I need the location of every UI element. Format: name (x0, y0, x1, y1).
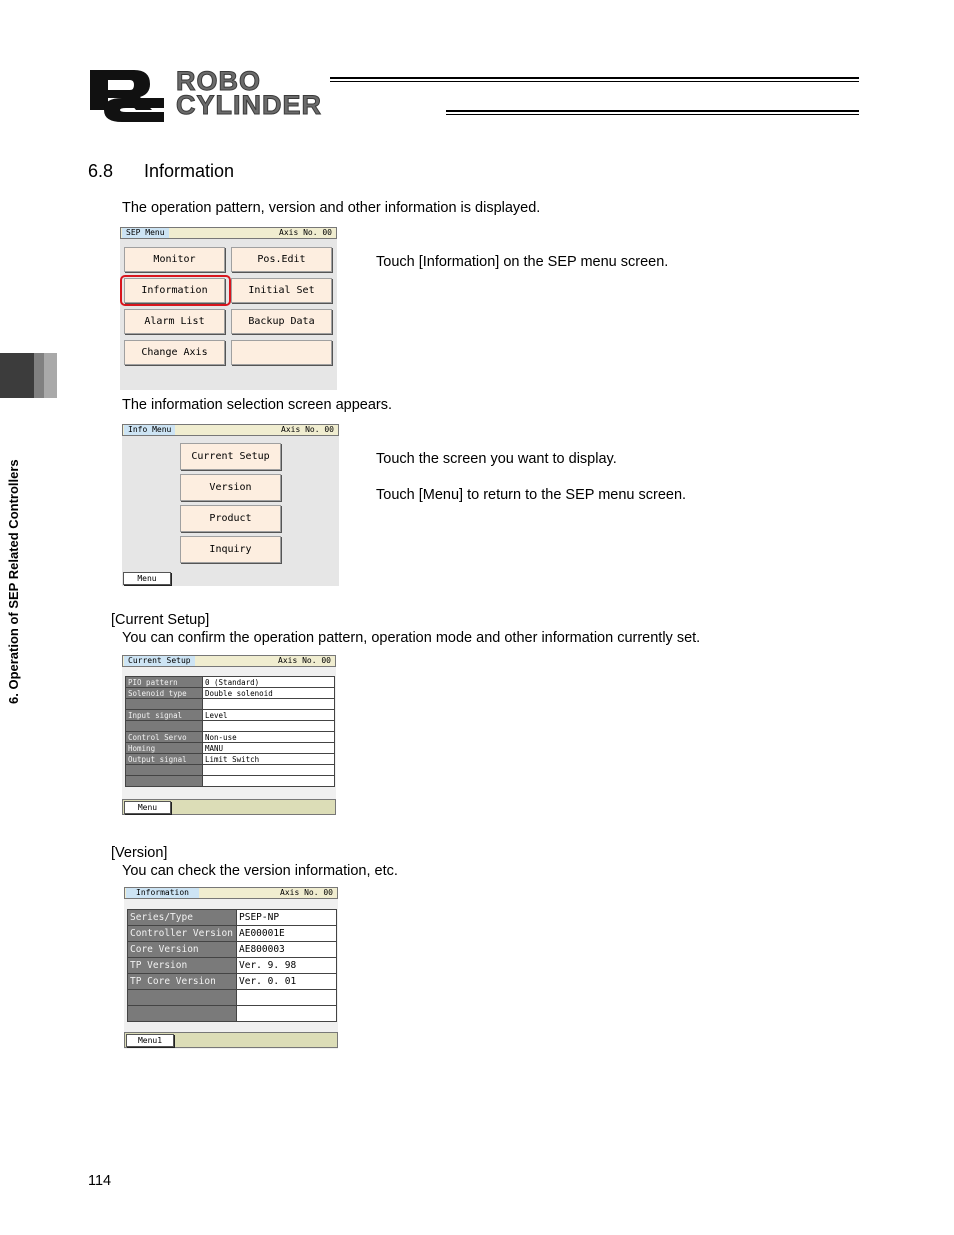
row-value: Level (203, 710, 335, 721)
row-label (128, 1006, 237, 1022)
row-label: TP Version (128, 958, 237, 974)
header-rule (330, 77, 859, 79)
menu-button[interactable]: Menu (123, 572, 171, 585)
inquiry-button[interactable]: Inquiry (180, 536, 281, 563)
row-value (237, 1006, 337, 1022)
table-row (126, 765, 335, 776)
table-row (128, 974, 337, 990)
screen-title: Info Menu (124, 425, 175, 435)
logo-robo: ROBO (176, 66, 261, 96)
row-value (203, 765, 335, 776)
row-label: Series/Type (128, 910, 237, 926)
current-setup-description: You can confirm the operation pattern, operation mode and other information currently set. (122, 630, 701, 646)
change-axis-button[interactable]: Change Axis (124, 340, 225, 365)
chapter-label: 6. Operation of SEP Related Controllers (6, 459, 21, 704)
row-value: AE00001E (237, 926, 337, 942)
table-row (126, 754, 335, 765)
row-label: PIO pattern (126, 677, 203, 688)
version-description: You can check the version information, etc. (122, 863, 398, 879)
blank-button[interactable] (231, 340, 332, 365)
row-label (128, 990, 237, 1006)
info-appears-text: The information selection screen appears. (122, 397, 393, 413)
initial-set-button[interactable]: Initial Set (231, 278, 332, 303)
table-row (128, 942, 337, 958)
row-label: Input signal (126, 710, 203, 721)
row-label (126, 765, 203, 776)
screen-title: SEP Menu (122, 228, 169, 238)
row-value (203, 776, 335, 787)
axis-number: Axis No. 00 (280, 888, 333, 897)
screen-titlebar (122, 424, 339, 436)
row-label: Controller Version (128, 926, 237, 942)
backup-data-button[interactable]: Backup Data (231, 309, 332, 334)
row-label: Solenoid type (126, 688, 203, 699)
row-label: Core Version (128, 942, 237, 958)
current-setup-button[interactable]: Current Setup (180, 443, 281, 470)
row-label: Homing (126, 743, 203, 754)
information-button[interactable]: Information (124, 278, 225, 303)
table-row (126, 688, 335, 699)
version-button[interactable]: Version (180, 474, 281, 501)
screen-footer (122, 799, 336, 815)
header-rule (446, 110, 859, 112)
row-value: Ver. 9. 98 (237, 958, 337, 974)
table-row (126, 710, 335, 721)
table-row (126, 743, 335, 754)
row-value: Limit Switch (203, 754, 335, 765)
sep-menu-screen (120, 227, 337, 390)
side-tab-marker (0, 353, 34, 398)
row-label (126, 699, 203, 710)
table-row (126, 776, 335, 787)
side-tab-marker (44, 353, 57, 398)
section-number: 6.8 (88, 161, 114, 181)
table-row (128, 926, 337, 942)
row-value: AE800003 (237, 942, 337, 958)
table-row (128, 990, 337, 1006)
row-value: Double solenoid (203, 688, 335, 699)
monitor-button[interactable]: Monitor (124, 247, 225, 272)
current-setup-table (125, 676, 335, 787)
logo-cylinder: CYLINDER (176, 90, 323, 120)
table-row (126, 677, 335, 688)
row-value: PSEP-NP (237, 910, 337, 926)
product-button[interactable]: Product (180, 505, 281, 532)
menu-button[interactable]: Menu1 (126, 1034, 174, 1047)
screen-titlebar (120, 227, 337, 239)
row-label (126, 776, 203, 787)
axis-number: Axis No. 00 (281, 425, 334, 434)
version-table (127, 909, 337, 1022)
row-label: Control Servo (126, 732, 203, 743)
row-label: TP Core Version (128, 974, 237, 990)
row-value: 0 (Standard) (203, 677, 335, 688)
table-row (128, 910, 337, 926)
axis-number: Axis No. 00 (278, 656, 331, 665)
pos-edit-button[interactable]: Pos.Edit (231, 247, 332, 272)
section-title: Information (144, 161, 235, 181)
screen-titlebar (122, 655, 336, 667)
screen-title: Current Setup (124, 656, 195, 666)
header-rule (330, 81, 859, 82)
table-row (126, 732, 335, 743)
menu-button[interactable]: Menu (124, 801, 171, 814)
current-setup-screen (122, 655, 336, 815)
row-value (203, 699, 335, 710)
rc-logo-icon (88, 68, 168, 124)
side-tab-marker (34, 353, 44, 398)
version-heading: [Version] (111, 845, 168, 861)
row-value (203, 721, 335, 732)
row-value (237, 990, 337, 1006)
row-label: Output signal (126, 754, 203, 765)
version-screen (124, 887, 338, 1049)
row-value: Non-use (203, 732, 335, 743)
highlight-frame (120, 275, 231, 306)
table-row (128, 958, 337, 974)
page-number: 114 (88, 1173, 112, 1189)
sep-menu-caption: Touch [Information] on the SEP menu screen. (376, 254, 669, 270)
screen-titlebar (124, 887, 338, 899)
screen-footer (124, 1032, 338, 1048)
alarm-list-button[interactable]: Alarm List (124, 309, 225, 334)
info-menu-caption: Touch the screen you want to display. (376, 451, 617, 467)
table-row (126, 699, 335, 710)
row-label (126, 721, 203, 732)
screen-title: Information (126, 888, 199, 898)
intro-text: The operation pattern, version and other information is displayed. (122, 200, 541, 216)
current-setup-heading: [Current Setup] (111, 612, 210, 628)
axis-number: Axis No. 00 (279, 228, 332, 237)
table-row (126, 721, 335, 732)
info-menu-caption: Touch [Menu] to return to the SEP menu screen. (376, 487, 687, 503)
info-menu-screen (122, 424, 339, 586)
table-row (128, 1006, 337, 1022)
row-value: MANU (203, 743, 335, 754)
row-value: Ver. 0. 01 (237, 974, 337, 990)
header-rule (446, 114, 859, 115)
